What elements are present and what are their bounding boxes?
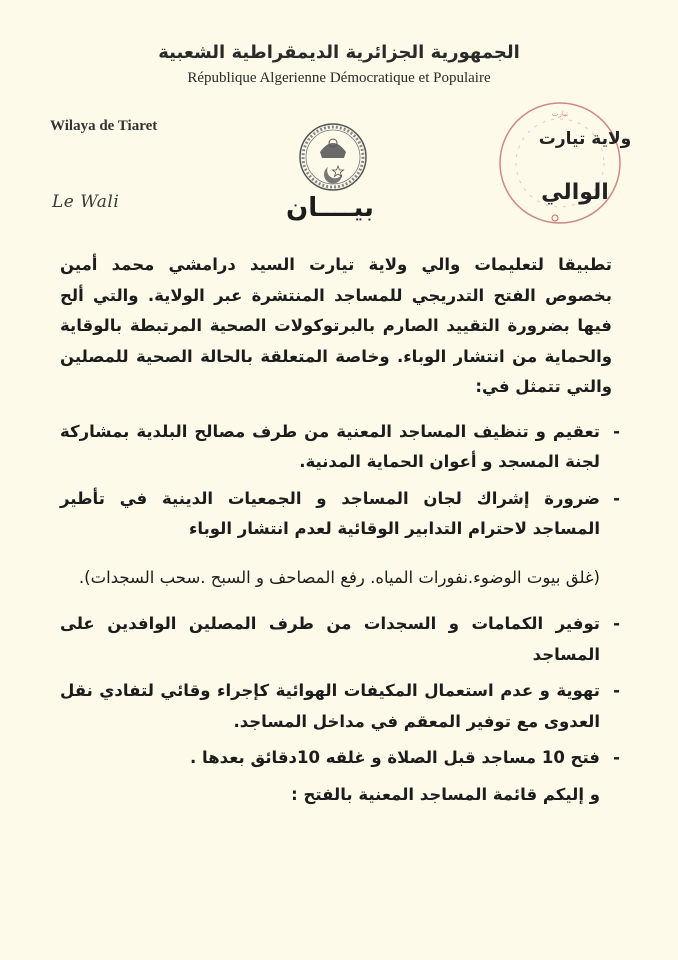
list-item xyxy=(60,417,620,478)
document-body xyxy=(60,250,620,810)
bullet: - xyxy=(613,421,620,441)
document-title: بيــــان xyxy=(286,193,374,223)
wilaya-label: Wilaya de Tiaret xyxy=(50,118,158,134)
bullet: - xyxy=(613,614,620,633)
parenthetical-note: (غلق بيوت الوضوء.نفورات المياه. رفع المصاحف و السبح .سحب السجدات). xyxy=(78,567,600,587)
official-stamp-icon xyxy=(497,100,623,226)
intro-paragraph: تطبيقا لتعليمات والي ولاية تيارت السيد درامشي محمد أمين بخصوص الفتح التدريجي للمساجد المنتشرة عبر الولاية. والتي ألح فيها بضرورة التقييد الصارم بالبرتوكولات الصحية المرتبطة بالوقاية والحماية من انتشار الوباء. وخاصة المتعلقة بالحالة الصحية للمصلين والتي تتمثل في: xyxy=(60,255,612,396)
list-item xyxy=(60,609,620,670)
list-item-text: تعقيم و تنظيف المساجد المعنية من طرف مصالح البلدية بمشاركة لجنة المسجد و أعوان الحماية المدنية. xyxy=(60,421,600,471)
stamp-wali-text: الوالي xyxy=(541,180,609,205)
list-item-text: تهوية و عدم استعمال المكيفات الهوائية كإجراء وقائي لتفادي نقل العدوى مع توفير المعقم في مداخل المساجد. xyxy=(60,681,600,731)
list-item xyxy=(60,484,620,545)
closing-line: و إليكم قائمة المساجد المعنية بالفتح : xyxy=(291,784,600,804)
measures-list xyxy=(60,417,620,545)
bullet: - xyxy=(613,748,620,767)
list-item xyxy=(60,743,620,774)
svg-text:تيارت: تيارت xyxy=(551,110,569,118)
republic-name-french: République Algerienne Démocratique et Populaire xyxy=(187,70,491,86)
list-item-text: توفير الكمامات و السجدات من طرف المصلين الوافدين على المساجد xyxy=(60,614,600,664)
republic-name-arabic: الجمهورية الجزائرية الديمقراطية الشعبية xyxy=(158,42,520,63)
list-item-text: فتح 10 مساجد قبل الصلاة و غلقه 10دقائق بعدها . xyxy=(190,748,600,767)
algeria-emblem-seal-icon xyxy=(298,122,368,192)
list-item-text: ضرورة إشراك لجان المساجد و الجمعيات الدينية في تأطير المساجد لاحترام التدابير الوقائية لعدم انتشار الوباء xyxy=(60,488,600,538)
bullet: - xyxy=(613,681,620,700)
stamp-wilaya-text: ولاية تيارت xyxy=(538,129,632,149)
bullet: - xyxy=(613,488,620,508)
list-item xyxy=(60,676,620,737)
measures-list-continued xyxy=(60,609,620,774)
le-wali-label: Le Wali xyxy=(52,192,120,212)
